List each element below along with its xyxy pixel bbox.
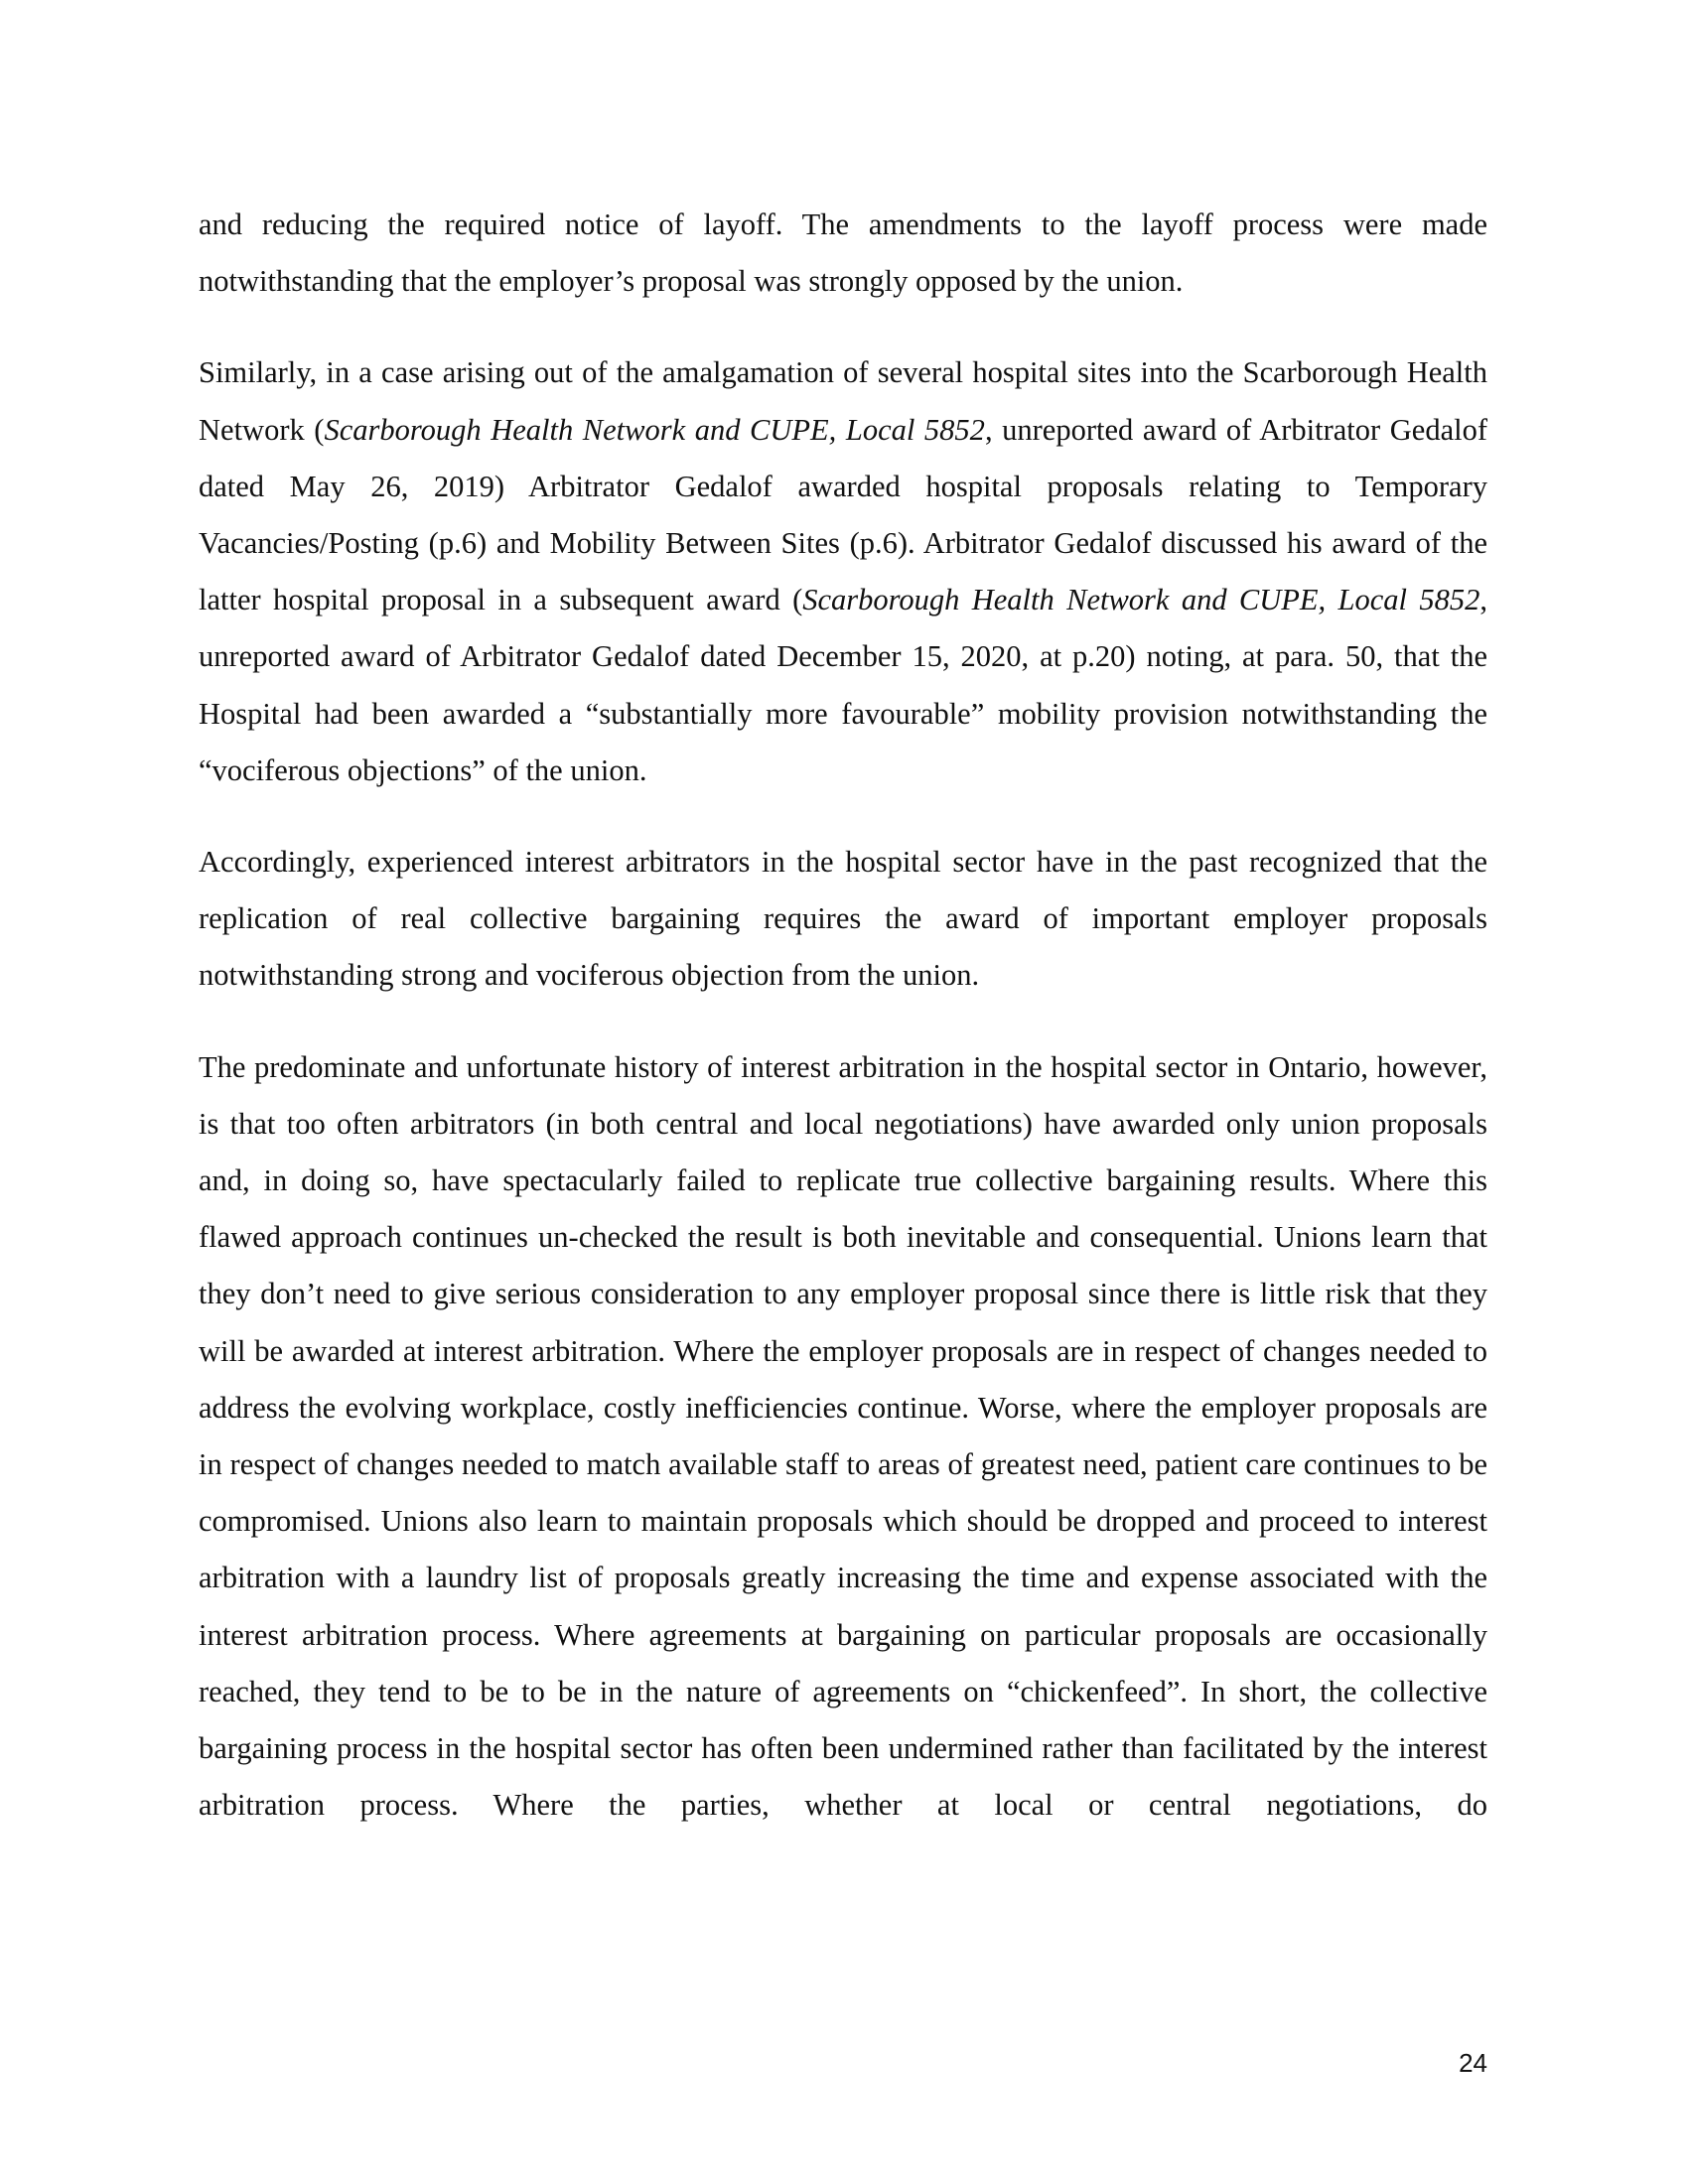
- paragraph-text: Similarly, in a case arising out of the amalgamation of several hospital sites into the Scarborough Health Network (: [199, 355, 1487, 447]
- paragraph-text: , unreported award of Arbitrator Gedalof dated May 26, 2019) Arbitrator Gedalof awarded hospital proposals relating to Temporary Vacancies/Posting (p.6) and Mobility Between Sites (p.6). Arbitrator Gedalof discussed his award of the latter hospital proposal in a subsequent award (: [199, 412, 1487, 617]
- case-citation: Scarborough Health Network and CUPE, Local 5852: [324, 412, 985, 447]
- case-citation: Scarborough Health Network and CUPE, Local 5852: [802, 583, 1480, 617]
- page-number: 24: [1459, 2048, 1487, 2078]
- paragraph-text: , unreported award of Arbitrator Gedalof dated December 15, 2020, at p.20) noting, at para. 50, that the Hospital had been awarded a “substantially more favourable” mobility provision notwithstanding the “vociferous objections” of the union.: [199, 583, 1487, 787]
- paragraph-history: The predominate and unfortunate history of interest arbitration in the hospital sector in Ontario, however, is that too often arbitrators (in both central and local negotiations) have awarded only union proposals and, in doing so, have spectacularly failed to replicate true collective bargaining results. Where this flawed approach continues un-checked the result is both inevitable and consequential. Unions learn that they don’t need to give serious consideration to any employer proposal since there is little risk that they will be awarded at interest arbitration. Where the employer proposals are in respect of changes needed to address the evolving workplace, costly inefficiencies continue. Worse, where the employer proposals are in respect of changes needed to match available staff to areas of greatest need, patient care continues to be compromised. Unions also learn to maintain proposals which should be dropped and proceed to interest arbitration with a laundry list of proposals greatly increasing the time and expense associated with the interest arbitration process. Where agreements at bargaining on particular proposals are occasionally reached, they tend to be to be in the nature of agreements on “chickenfeed”. In short, the collective bargaining process in the hospital sector has often been undermined rather than facilitated by the interest arbitration process. Where the parties, whether at local or central negotiations, do: [199, 1049, 1487, 1823]
- paragraph-scarborough: [199, 344, 1487, 799]
- paragraph-layoff: and reducing the required notice of layoff. The amendments to the layoff process were made notwithstanding that the employer’s proposal was strongly opposed by the union.: [199, 207, 1487, 299]
- paragraph-accordingly: Accordingly, experienced interest arbitrators in the hospital sector have in the past recognized that the replication of real collective bargaining requires the award of important employer proposals notwithstanding strong and vociferous objection from the union.: [199, 845, 1487, 993]
- document-body: [199, 197, 1487, 1834]
